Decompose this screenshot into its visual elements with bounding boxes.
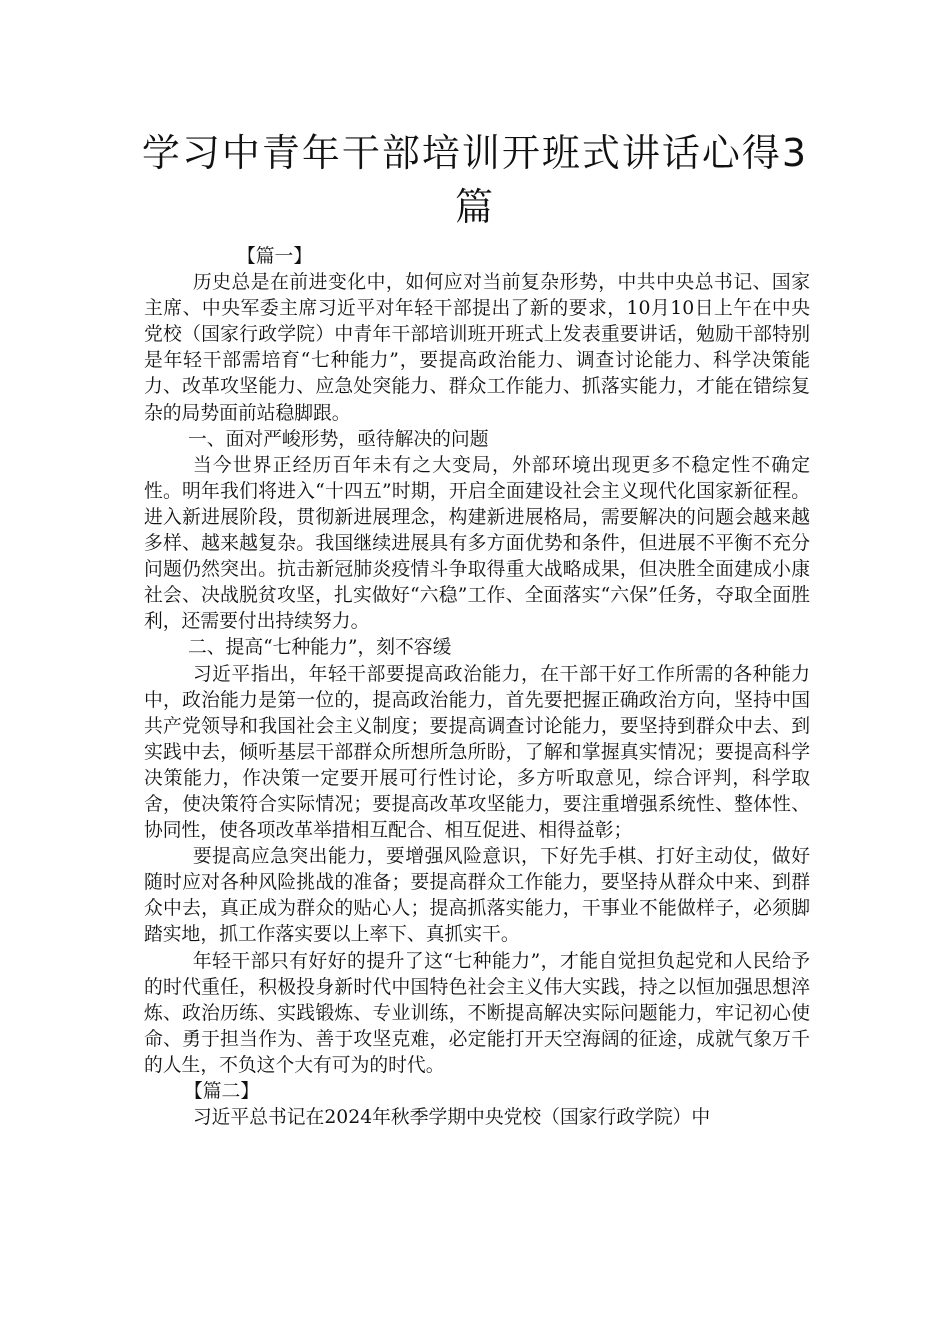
section-marker-pian-1: 【篇一】 [237, 246, 313, 267]
section-heading: 一、面对严峻形势，亟待解决的问题 [188, 428, 489, 450]
body-paragraph: 年轻干部只有好好的提升了这“七种能力”，才能自觉担负起党和人民给予的时代重任，积极投身新时代中国特色社会主义伟大实践，持之以恒加强思想淬炼、政治历练、实践锻炼、专业训练，不断提高解决实际问题能力，牢记初心使命、勇于担当作为、善于攻坚克难，必定能打开天空海阔的征途，成就气象万千的人生，不负这个大有可为的时代。 [144, 950, 810, 1076]
document-body [144, 244, 810, 1131]
body-paragraph: 历史总是在前进变化中，如何应对当前复杂形势，中共中央总书记、国家主席、中央军委主席习近平对年轻干部提出了新的要求，10月10日上午在中央党校（国家行政学院）中青年干部培训班开班式上发表重要讲话，勉励干部特别是年轻干部需培育“七种能力”，要提高政治能力、调查讨论能力、科学决策能力、改革攻坚能力、应急处突能力、群众工作能力、抓落实能力，才能在错综复杂的局势面前站稳脚跟。 [144, 272, 810, 424]
body-paragraph: 习近平指出，年轻干部要提高政治能力，在干部干好工作所需的各种能力中，政治能力是第一位的，提高政治能力，首先要把握正确政治方向，坚持中国共产党领导和我国社会主义制度；要提高调查讨论能力，要坚持到群众中去、到实践中去，倾听基层干部群众所想所急所盼，了解和掌握真实情况；要提高科学决策能力，作决策一定要开展可行性讨论，多方听取意见，综合评判，科学取舍，使决策符合实际情况；要提高改革攻坚能力，要注重增强系统性、整体性、协同性，使各项改革举措相互配合、相互促进、相得益彰； [144, 663, 810, 842]
body-paragraph: 当今世界正经历百年未有之大变局，外部环境出现更多不稳定性不确定性。明年我们将进入“十四五”时期，开启全面建设社会主义现代化国家新征程。进入新进展阶段，贯彻新进展理念，构建新进展格局，需要解决的问题会越来越多样、越来越复杂。我国继续进展具有多方面优势和条件，但进展不平衡不充分问题仍然突出。抗击新冠肺炎疫情斗争取得重大战略成果，但决胜全面建成小康社会、决战脱贫攻坚，扎实做好“六稳”工作、全面落实“六保”任务，夺取全面胜利，还需要付出持续努力。 [144, 454, 810, 633]
document-title: 学习中青年干部培训开班式讲话心得3篇 [141, 131, 809, 229]
body-paragraph: 习近平总书记在2024年秋季学期中央党校（国家行政学院）中 [192, 1107, 711, 1129]
body-paragraph: 要提高应急突出能力，要增强风险意识，下好先手棋、打好主动仗，做好随时应对各种风险挑战的准备；要提高群众工作能力，要坚持从群众中来、到群众中去，真正成为群众的贴心人；提高抓落实能力，干事业不能做样子，必须脚踏实地，抓工作落实要以上率下、真抓实干。 [144, 846, 810, 946]
section-marker-pian-2: 【篇二】 [184, 1081, 260, 1102]
section-heading: 二、提高“七种能力”，刻不容缓 [188, 637, 452, 659]
